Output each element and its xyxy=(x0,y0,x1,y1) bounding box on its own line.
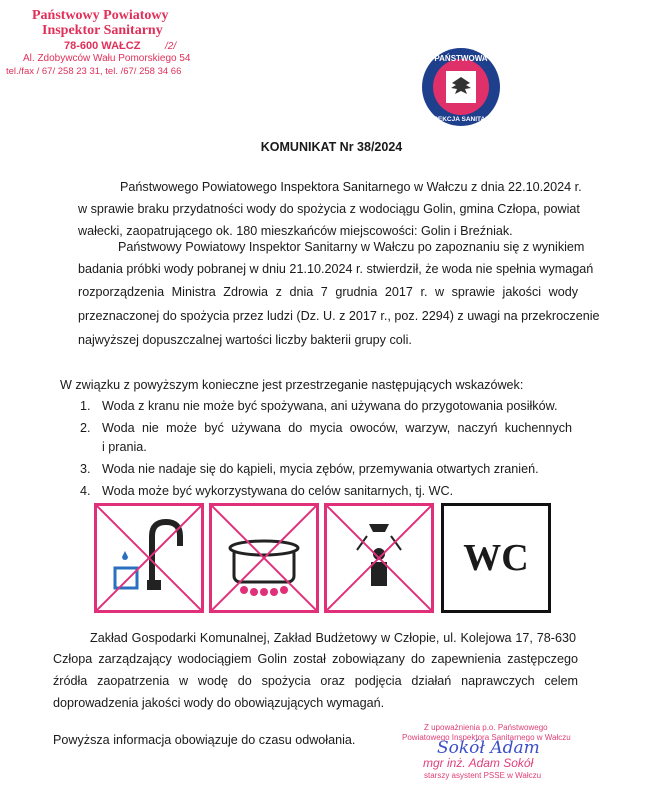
list-number: 3. xyxy=(80,462,91,476)
wc-label: WC xyxy=(463,537,529,579)
paragraph-line: doprowadzenia jakości wody do obowiązujących wymagań. xyxy=(53,696,385,710)
paragraph-line: wałecki, zaopatrującego ok. 180 mieszkańców miejscowości: Golin i Breźniak. xyxy=(78,224,513,238)
list-item: Woda z kranu nie może być spożywana, ani używana do przygotowania posiłków. xyxy=(102,399,558,413)
paragraph-line: Zakład Gospodarki Komunalnej, Zakład Budżetowy w Człopie, ul. Kolejowa 17, 78-630 xyxy=(90,631,576,645)
list-item: Woda może być wykorzystywana do celów sanitarnych, tj. WC. xyxy=(102,484,454,498)
logo-text: PAŃSTWOWA xyxy=(434,54,488,63)
list-number: 4. xyxy=(80,484,91,498)
paragraph-line: Państwowego Powiatowego Inspektora Sanitarnego w Wałczu z dnia 22.10.2024 r. xyxy=(120,180,582,194)
closing-note: Powyższa informacja obowiązuje do czasu odwołania. xyxy=(53,733,356,747)
stamp-mark: /2/ xyxy=(165,41,177,52)
signature-role: starszy asystent PSSE w Wałczu xyxy=(424,771,542,780)
instructions-intro: W związku z powyższym konieczne jest przestrzeganie następujących wskazówek: xyxy=(60,378,524,392)
paragraph-line: źródła zaopatrzenia w wodę do spożycia oraz podjęcia działań naprawczych celem xyxy=(53,674,578,688)
signature-name: mgr inż. Adam Sokół xyxy=(423,756,534,770)
no-cooking-washing-icon xyxy=(209,503,319,613)
document-title: KOMUNIKAT Nr 38/2024 xyxy=(260,140,403,154)
stamp-line: 78-600 WAŁCZ xyxy=(64,40,141,52)
stamp-line: Al. Zdobywców Wału Pomorskiego 54 xyxy=(23,53,191,64)
paragraph-line: Państwowy Powiatowy Inspektor Sanitarny w Wałczu po zapoznaniu się z wynikiem xyxy=(118,240,585,254)
list-item: Woda nie nadaje się do kąpieli, mycia zębów, przemywania otwartych zranień. xyxy=(102,462,539,476)
paragraph-line: rozporządzenia Ministra Zdrowia z dnia 7 grudnia 2017 r. w sprawie jakości wody xyxy=(78,285,578,299)
list-number: 2. xyxy=(80,421,91,435)
list-item: i prania. xyxy=(102,440,147,454)
paragraph-line: najwyższej dopuszczalnej wartości liczby bakterii grupy coli. xyxy=(78,333,412,347)
signature-line: Powiatowego Inspektora Sanitarnego w Wałczu xyxy=(402,733,571,742)
list-item: Woda nie może być używana do mycia owoców, warzyw, naczyń kuchennych xyxy=(102,421,572,435)
paragraph-line: przeznaczonej do spożycia przez ludzi (Dz. U. z 2017 r., poz. 2294) z uwagi na przekroczenie xyxy=(78,309,600,323)
no-drinking-tap-icon xyxy=(94,503,204,613)
paragraph-line: Człopa zarządzający wodociągiem Golin został zobowiązany do zapewnienia zastępczego xyxy=(53,652,578,666)
handwritten-signature: Sokół Adam xyxy=(437,738,540,758)
stamp-line: Inspektor Sanitarny xyxy=(42,23,163,38)
no-shower-icon xyxy=(324,503,434,613)
paragraph-line: w sprawie braku przydatności wody do spożycia z wodociągu Golin, gmina Człopa, powiat xyxy=(78,202,580,216)
stamp-line: Państwowy Powiatowy xyxy=(32,8,169,23)
inspekcja-sanitarna-logo xyxy=(421,47,501,127)
paragraph-line: badania próbki wody pobranej w dniu 21.10.2024 r. stwierdził, że woda nie spełnia wymagań xyxy=(78,262,594,276)
logo-text: INSPEKCJA SANITARNA xyxy=(422,116,500,123)
list-number: 1. xyxy=(80,399,91,413)
stamp-line: tel./fax / 67/ 258 23 31, tel. /67/ 258 34 66 xyxy=(6,66,182,77)
wc-allowed-icon xyxy=(441,503,551,613)
signature-line: Z upoważnienia p.o. Państwowego xyxy=(424,723,548,732)
